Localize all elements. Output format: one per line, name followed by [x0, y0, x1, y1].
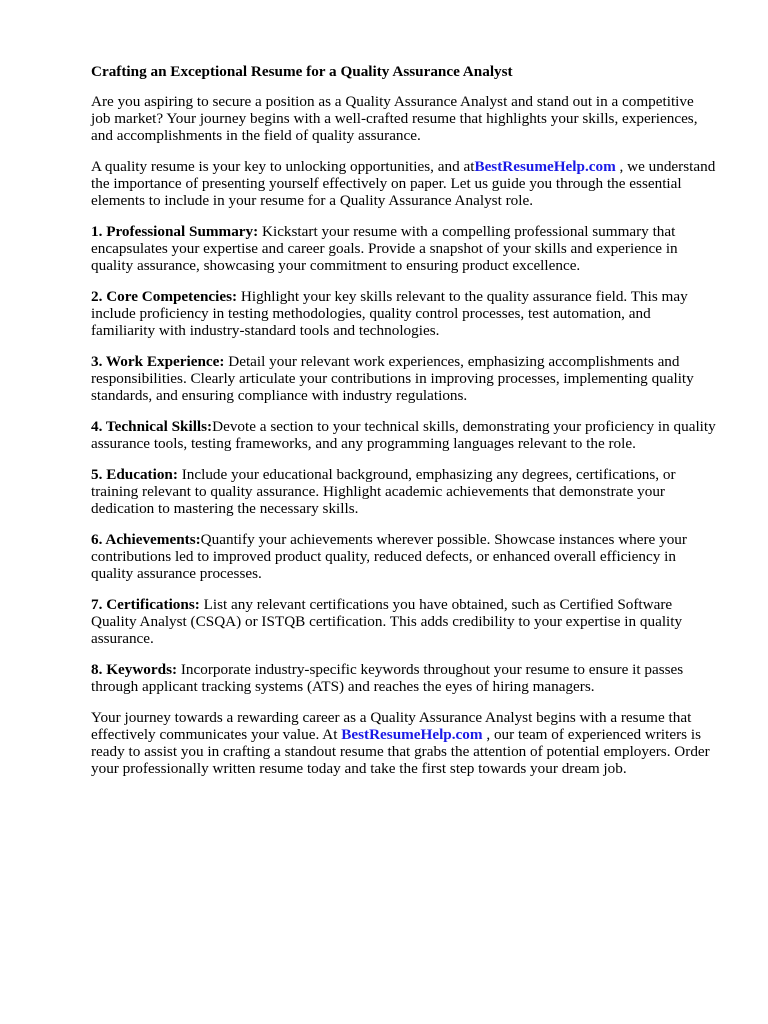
- closing-text-before: Your journey towards a rewarding career as a Quality Assurance Analyst begins with a resume that effectively communicates your value. At: [91, 709, 692, 743]
- section-label: 7. Certifications:: [91, 596, 200, 613]
- service-paragraph-text-before: A quality resume is your key to unlocking opportunities, and at: [91, 158, 475, 175]
- section-professional-summary: [91, 223, 716, 274]
- section-text: Highlight your key skills relevant to the quality assurance field. This may include proficiency in testing methodologies, quality control processes, test automation, and familiarity with industry-standard tools and technologies.: [91, 288, 688, 339]
- document-title: Crafting an Exceptional Resume for a Quality Assurance Analyst: [91, 63, 513, 80]
- section-label: 4. Technical Skills:: [91, 418, 213, 435]
- section-text: List any relevant certifications you have obtained, such as Certified Software Quality Analyst (CSQA) or ISTQB certification. This adds credibility to your expertise in quality assurance.: [91, 596, 683, 647]
- intro-paragraph: Are you aspiring to secure a position as a Quality Assurance Analyst and stand out in a competitive job market? Your journey begins with a well-crafted resume that highlights your skills, experiences, and accomplishments in the field of quality assurance.: [91, 93, 698, 144]
- section-technical-skills: [91, 418, 716, 452]
- section-work-experience: [91, 353, 716, 404]
- closing-paragraph: [91, 709, 716, 777]
- section-certifications: [91, 596, 716, 647]
- service-paragraph: [91, 158, 716, 209]
- best-resume-help-link-closing[interactable]: BestResumeHelp.com: [341, 726, 483, 743]
- section-text: Kickstart your resume with a compelling professional summary that encapsulates your expertise and career goals. Provide a snapshot of your skills and experience in quality assurance, showcasing your commitment to ensuring product excellence.: [91, 223, 678, 274]
- section-label: 6. Achievements:: [91, 531, 201, 548]
- section-text: Quantify your achievements wherever possible. Showcase instances where your contributions led to improved product quality, reduced defects, or enhanced overall efficiency in quality assurance processes.: [91, 531, 687, 582]
- section-label: 8. Keywords:: [91, 661, 178, 678]
- document-page: [91, 63, 716, 791]
- section-text: Devote a section to your technical skills, demonstrating your proficiency in quality assurance tools, testing frameworks, and any programming languages relevant to the role.: [91, 418, 716, 452]
- section-text: Detail your relevant work experiences, emphasizing accomplishments and responsibilities. Clearly articulate your contributions in improving processes, implementing quality standards, and ensuring compliance with industry regulations.: [91, 353, 694, 404]
- section-label: 2. Core Competencies:: [91, 288, 238, 305]
- section-core-competencies: [91, 288, 716, 339]
- section-label: 3. Work Experience:: [91, 353, 225, 370]
- section-education: [91, 466, 716, 517]
- section-text: Include your educational background, emphasizing any degrees, certifications, or training relevant to quality assurance. Highlight academic achievements that demonstrate your dedication to mastering the necessary skills.: [91, 466, 676, 517]
- section-achievements: [91, 531, 716, 582]
- best-resume-help-link[interactable]: BestResumeHelp.com: [474, 158, 616, 175]
- section-label: 1. Professional Summary:: [91, 223, 259, 240]
- closing-text-after: , our team of experienced writers is ready to assist you in crafting a standout resume that grabs the attention of potential employers. Order your professionally written resume today and take the first step towards your dream job.: [91, 726, 710, 777]
- service-paragraph-text-after: , we understand the importance of presenting yourself effectively on paper. Let us guide you through the essential elements to include in your resume for a Quality Assurance Analyst role.: [91, 158, 716, 209]
- section-text: Incorporate industry-specific keywords throughout your resume to ensure it passes through applicant tracking systems (ATS) and reaches the eyes of hiring managers.: [91, 661, 684, 695]
- section-label: 5. Education:: [91, 466, 178, 483]
- section-keywords: [91, 661, 716, 695]
